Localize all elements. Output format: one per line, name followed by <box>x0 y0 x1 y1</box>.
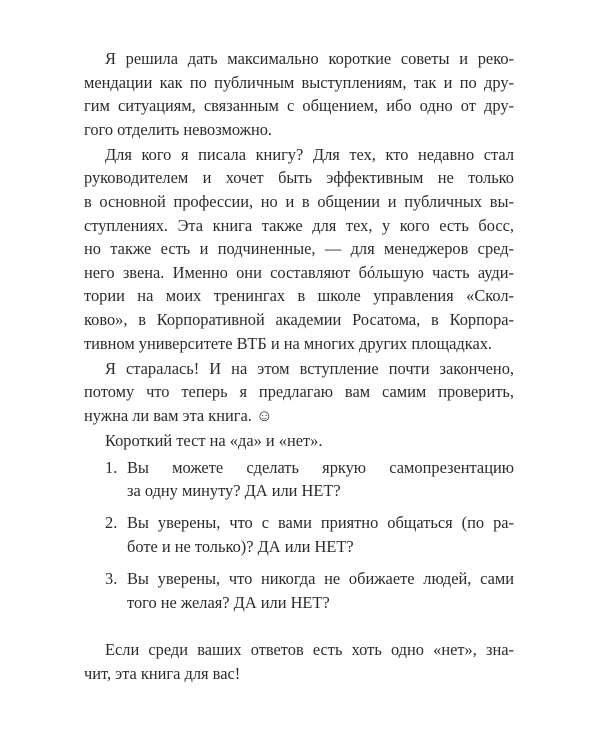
text-line: него звена. Именно они составляют бóльшую часть ауди- <box>84 262 514 282</box>
text-line: гим ситуациям, связанным с общением, ибо одно от дру- <box>84 96 514 116</box>
paragraph-test-heading <box>84 429 514 453</box>
text-line: того не желая? ДА или НЕТ? <box>127 592 330 612</box>
text-line: Вы можете сделать яркую самопрезентацию <box>127 457 514 477</box>
text-line: но также есть и подчиненные, — для менеджеров сред- <box>84 239 514 259</box>
list-item <box>84 567 514 614</box>
paragraph-audience <box>84 143 514 355</box>
text-line: Если среди ваших ответов есть хоть одно «нет», зна- <box>105 640 514 660</box>
paragraph-conclusion <box>84 357 514 428</box>
text-line: тории на моих тренингах в школе управления «Скол- <box>84 286 514 306</box>
text-line: нужна ли вам эта книга. ☺ <box>84 405 273 425</box>
text-line: Вы уверены, что с вами приятно общаться (по ра- <box>127 513 514 533</box>
list-item <box>84 511 514 558</box>
text-line: ково», в Корпоративной академии Росатома, в Корпора- <box>84 310 514 330</box>
text-line: потому что теперь я предлагаю вам самим проверить, <box>84 382 514 402</box>
numbered-list <box>84 456 514 615</box>
text-line: боте и не только)? ДА или НЕТ? <box>127 536 354 556</box>
text-line: Для кого я писала книгу? Для тех, кто недавно стал <box>105 144 514 164</box>
text-line: мендации как по публичным выступлениям, так и по дру- <box>84 72 514 92</box>
text-line: чит, эта книга для вас! <box>84 663 241 683</box>
list-item <box>84 456 514 503</box>
text-line: за одну минуту? ДА или НЕТ? <box>127 481 341 501</box>
list-item-number: 3. <box>105 568 118 588</box>
text-line: ступлениях. Эта книга также для тех, у кого есть босс, <box>84 215 514 235</box>
paragraph-closing <box>84 638 514 685</box>
book-page <box>84 47 514 687</box>
paragraph-intro <box>84 47 514 141</box>
text-line: Вы уверены, что никогда не обижаете людей, сами <box>127 568 514 588</box>
text-line: тивном университете ВТБ и на многих других площадках. <box>84 333 493 353</box>
text-line: руководителем и хочет быть эффективным не только <box>84 168 514 188</box>
text-line: гого отделить невозможно. <box>84 119 273 139</box>
list-item-number: 2. <box>105 513 118 533</box>
text-line: Короткий тест на «да» и «нет». <box>105 431 323 450</box>
text-line: Я решила дать максимально короткие советы и реко- <box>105 49 514 68</box>
text-line: Я старалась! И на этом вступление почти закончено, <box>105 358 514 378</box>
text-line: в основной профессии, но и в общении и публичных вы- <box>84 192 514 212</box>
list-item-number: 1. <box>105 457 118 477</box>
